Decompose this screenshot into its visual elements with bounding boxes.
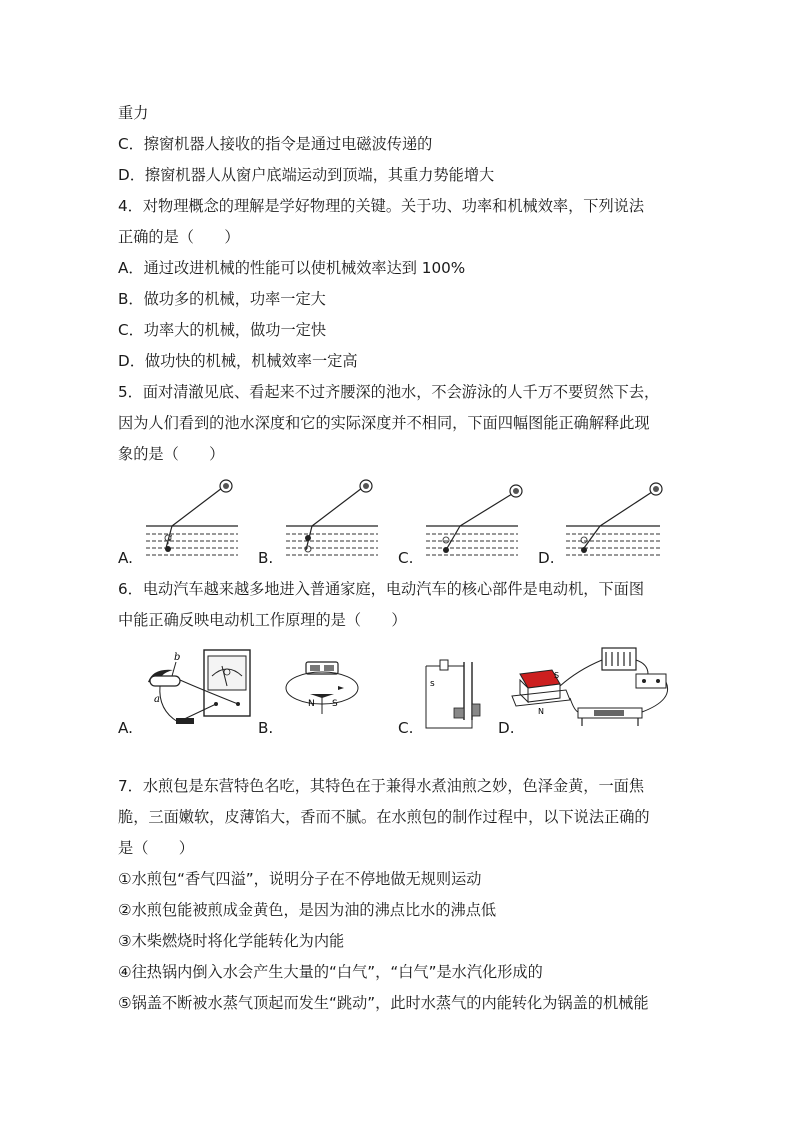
statement-text: ②水煎包能被煎成金黄色，是因为油的沸点比水的沸点低 (118, 901, 497, 919)
motor-figure-b (258, 640, 398, 738)
motor-figure-d (498, 640, 678, 738)
label-n: N (308, 699, 315, 709)
statement-text: ⑤锅盖不断被水蒸气顶起而发生“跳动”，此时水蒸气的内能转化为锅盖的机械能 (118, 994, 649, 1012)
question-6-stem: 中能正确反映电动机工作原理的是（ ） (118, 611, 407, 629)
statement-text: ③木柴燃烧时将化学能转化为内能 (118, 932, 345, 950)
refraction-diagram-b (258, 478, 388, 568)
refraction-figure-b (258, 478, 388, 568)
question-7-stem: 脆，三面嫩软，皮薄馅大，香而不腻。在水煎包的制作过程中，以下说法正确的 (118, 808, 650, 826)
option-text: D．擦窗机器人从窗户底端运动到顶端，其重力势能增大 (118, 166, 495, 184)
refraction-diagram-a (118, 478, 248, 568)
label-s: s (430, 679, 435, 689)
option-label: D. (498, 719, 515, 737)
motor-figure-a (118, 640, 258, 738)
question-5-figures (118, 478, 678, 568)
label-n: N (538, 707, 544, 716)
statement-text: ④往热锅内倒入水会产生大量的“白气”，“白气”是水汽化形成的 (118, 963, 543, 981)
question-4-stem: 正确的是（ ） (118, 228, 240, 246)
label-b: b (174, 652, 181, 663)
refraction-diagram-d (538, 478, 678, 568)
question-4-stem: 4．对物理概念的理解是学好物理的关键。关于功、功率和机械效率，下列说法 (118, 197, 645, 215)
refraction-figure-a (118, 478, 248, 568)
question-6-figures (118, 640, 678, 738)
option-label: C. (398, 549, 414, 567)
question-5-stem: 因为人们看到的池水深度和它的实际深度并不相同，下面四幅图能正确解释此现 (118, 414, 650, 432)
option-text: D．做功快的机械，机械效率一定高 (118, 352, 358, 370)
option-label: A. (118, 719, 133, 737)
text-line: 重力 (118, 104, 149, 122)
option-label: B. (258, 549, 274, 567)
question-6-stem: 6．电动汽车越来越多地进入普通家庭，电动汽车的核心部件是电动机，下面图 (118, 580, 645, 598)
option-label: A. (118, 549, 133, 567)
question-7-stem: 是（ ） (118, 839, 194, 857)
option-text: B．做功多的机械，功率一定大 (118, 290, 326, 308)
refraction-figure-c (398, 478, 528, 568)
option-label: C. (398, 719, 414, 737)
option-text: A．通过改进机械的性能可以使机械效率达到 100% (118, 259, 466, 277)
option-label: D. (538, 549, 555, 567)
option-text: C．功率大的机械，做功一定快 (118, 321, 327, 339)
electromagnet-diagram-c (398, 640, 498, 738)
question-7-stem: 7．水煎包是东营特色名吃，其特色在于兼得水煮油煎之妙，色泽金黄，一面焦 (118, 777, 645, 795)
refraction-diagram-c (398, 478, 528, 568)
label-s: S (332, 699, 338, 709)
refraction-figure-d (538, 478, 678, 568)
motor-diagram-d (498, 640, 678, 738)
label-a: a (154, 694, 160, 705)
option-label: B. (258, 719, 274, 737)
motor-figure-c (398, 640, 498, 738)
generator-diagram-a (118, 640, 258, 738)
question-5-stem: 5．面对清澈见底、看起来不过齐腰深的池水，不会游泳的人千万不要贸然下去， (118, 383, 660, 401)
statement-text: ①水煎包“香气四溢”，说明分子在不停地做无规则运动 (118, 870, 482, 888)
oersted-diagram-b (258, 640, 398, 738)
label-s: S (554, 671, 560, 680)
question-5-stem: 象的是（ ） (118, 445, 225, 463)
option-text: C．擦窗机器人接收的指令是通过电磁波传递的 (118, 135, 433, 153)
